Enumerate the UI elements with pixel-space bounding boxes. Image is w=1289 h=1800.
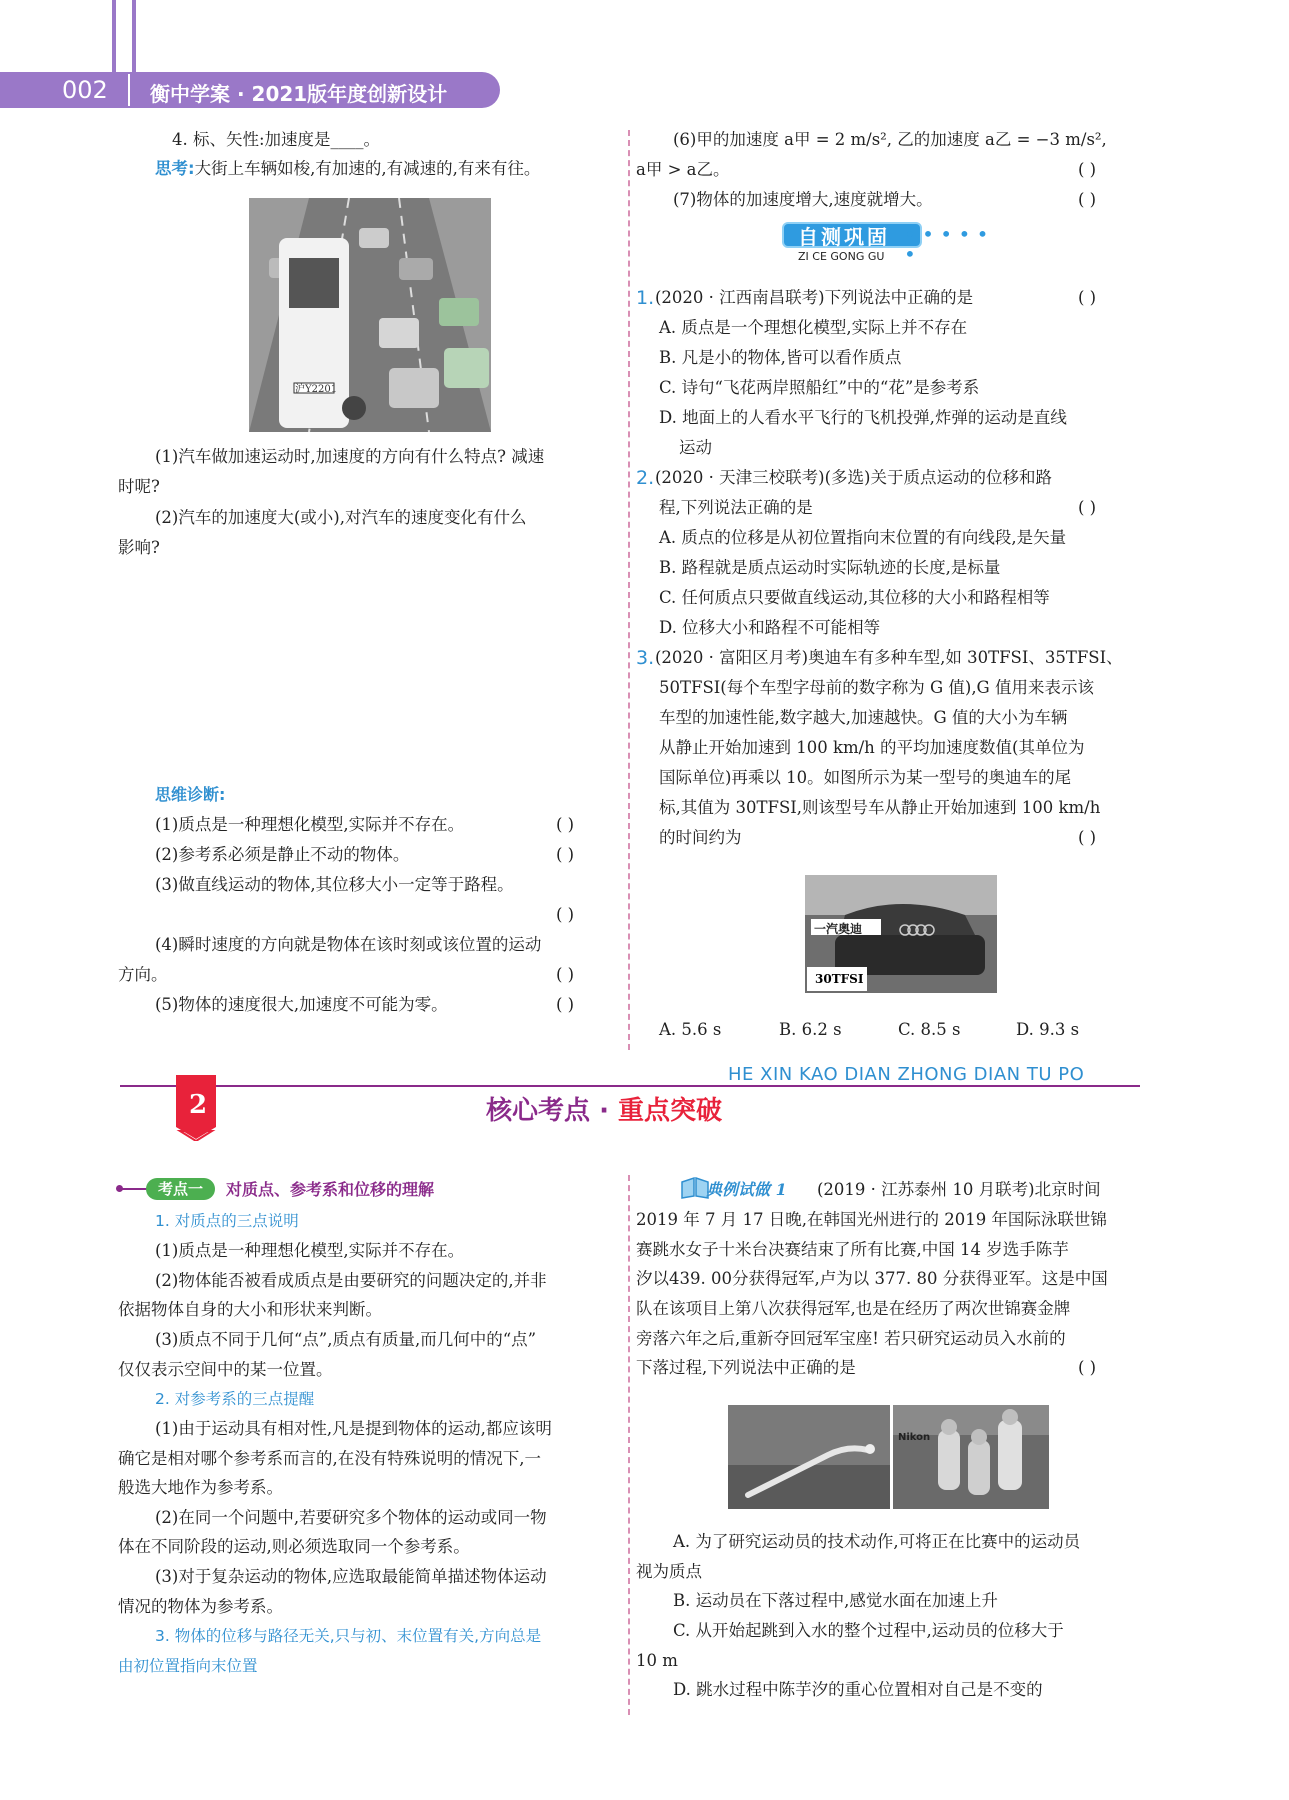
reminder-2-line1: (2)在同一个问题中,若要研究多个物体的运动或同一物 [155, 1508, 547, 1527]
bus-plate: 沪Y2201 [295, 384, 338, 395]
reminder-1-line2: 确它是相对哪个参考系而言的,在没有特殊说明的情况下,一 [118, 1449, 541, 1468]
example-line1: (2019 · 江苏泰州 10 月联考)北京时间 [817, 1180, 1101, 1199]
diag-1: (1)质点是一种理想化模型,实际并不存在。 [155, 815, 465, 834]
answer-paren: ( ) [556, 965, 575, 984]
reminder-1-line1: (1)由于运动具有相对性,凡是提到物体的运动,都应该明 [155, 1419, 552, 1438]
think-label: 思考: [155, 159, 195, 178]
heading-3-line2: 由初位置指向末位置 [118, 1657, 258, 1675]
example-line5: 队在该项目上第八次获得冠军,也是在经历了两次世锦赛金牌 [636, 1299, 1071, 1318]
example-line2: 2019 年 7 月 17 日晚,在韩国光州进行的 2019 年国际泳联世锦 [636, 1210, 1107, 1229]
q3-option-b: B. 6.2 s [779, 1020, 842, 1039]
example-label: 典例试做 1 [706, 1180, 787, 1199]
badge-pinyin: ZI CE GONG GU [798, 250, 885, 263]
diag-5: (5)物体的速度很大,加速度不可能为零。 [155, 995, 448, 1014]
header-divider [128, 74, 130, 106]
q1-option-c: C. 诗句“飞花两岸照船红”中的“花”是参考系 [659, 378, 980, 397]
column-divider-bottom [628, 1175, 630, 1715]
q1-stem: (2020 · 江西南昌联考)下列说法中正确的是 [655, 288, 974, 307]
heading-3-line1: 3. 物体的位移与路径无关,只与初、末位置有关,方向总是 [155, 1627, 542, 1645]
item-6-line2: a甲 > a乙。 [636, 160, 730, 179]
answer-paren: ( ) [556, 815, 575, 834]
example-line7: 下落过程,下列说法中正确的是 [636, 1358, 856, 1377]
heading-2: 2. 对参考系的三点提醒 [155, 1390, 315, 1408]
answer-paren: ( ) [556, 845, 575, 864]
q1-option-d2: 运动 [679, 438, 712, 457]
q1-line2: 时呢? [118, 477, 160, 496]
q2-stem1: (2020 · 天津三校联考)(多选)关于质点运动的位移和路 [655, 468, 1052, 487]
example-option-d: D. 跳水过程中陈芋汐的重心位置相对自己是不变的 [673, 1680, 1043, 1699]
para-3-line1: (3)质点不同于几何“点”,质点有质量,而几何中的“点” [155, 1330, 537, 1349]
badge-dots: • • • • • • [904, 222, 989, 266]
diag-3: (3)做直线运动的物体,其位移大小一定等于路程。 [155, 875, 514, 894]
medalists-photo [893, 1405, 1049, 1509]
car-label: 30TFSI [815, 972, 864, 986]
badge-title: 自测巩固 [782, 222, 922, 248]
q2-line1: (2)汽车的加速度大(或小),对汽车的速度变化有什么 [155, 508, 527, 527]
q3-line2: 50TFSI(每个车型字母前的数字称为 G 值),G 值用来表示该 [659, 678, 1094, 697]
q1-option-d1: D. 地面上的人看水平飞行的飞机投弹,炸弹的运动是直线 [659, 408, 1067, 427]
q3-line3: 车型的加速性能,数字越大,加速越快。G 值的大小为车辆 [659, 708, 1068, 727]
item-4: 4. 标、矢性:加速度是____。 [172, 130, 381, 149]
answer-paren: ( ) [1078, 190, 1097, 209]
answer-paren: ( ) [1078, 288, 1097, 307]
q2-option-b: B. 路程就是质点运动时实际轨迹的长度,是标量 [659, 558, 1001, 577]
reminder-3-line1: (3)对于复杂运动的物体,应选取最能简单描述物体运动 [155, 1567, 547, 1586]
think-text: 大街上车辆如梭,有加速的,有减速的,有来有往。 [194, 159, 541, 178]
diag-4-line1: (4)瞬时速度的方向就是物体在该时刻或该位置的运动 [155, 935, 542, 954]
section-title [486, 1090, 722, 1127]
section-title-dot: · [599, 1096, 609, 1126]
item-6-line1: (6)甲的加速度 a甲 = 2 m/s², 乙的加速度 a乙 = −3 m/s², [673, 130, 1107, 149]
page-number: 002 [62, 76, 108, 104]
example-option-c1: C. 从开始起跳到入水的整个过程中,运动员的位移大于 [673, 1621, 1064, 1640]
answer-paren: ( ) [1078, 828, 1097, 847]
section-rule [120, 1085, 1140, 1087]
topic-title: 对质点、参考系和位移的理解 [226, 1180, 435, 1199]
topic-tag: 考点一 [146, 1178, 215, 1200]
para-2-line2: 依据物体自身的大小和形状来判断。 [118, 1300, 382, 1319]
q3-line6: 标,其值为 30TFSI,则该型号车从静止开始加速到 100 km/h [659, 798, 1101, 817]
diver-photo [728, 1405, 890, 1509]
q2-option-c: C. 任何质点只要做直线运动,其位移的大小和路程相等 [659, 588, 1050, 607]
traffic-photo [249, 198, 491, 432]
q3-line4: 从静止开始加速到 100 km/h 的平均加速度数值(其单位为 [659, 738, 1085, 757]
example-option-c2: 10 m [636, 1651, 678, 1670]
q2-number: 2. [636, 467, 655, 489]
diag-title: 思维诊断: [155, 785, 226, 804]
q1-line1: (1)汽车做加速运动时,加速度的方向有什么特点? 减速 [155, 447, 545, 466]
q3-line7: 的时间约为 [659, 828, 742, 847]
reminder-1-line3: 般选大地作为参考系。 [118, 1478, 283, 1497]
answer-paren: ( ) [1078, 160, 1097, 179]
q2-option-d: D. 位移大小和路程不可能相等 [659, 618, 881, 637]
heading-1: 1. 对质点的三点说明 [155, 1212, 299, 1230]
section-title-a: 核心考点 [486, 1096, 591, 1126]
q1-number: 1. [636, 287, 655, 309]
topic-tag-dot [116, 1185, 123, 1192]
diag-4-line2: 方向。 [118, 965, 168, 984]
q2-stem2: 程,下列说法正确的是 [659, 498, 813, 517]
para-2-line1: (2)物体能否被看成质点是由要研究的问题决定的,并非 [155, 1271, 547, 1290]
q2-line2: 影响? [118, 538, 160, 557]
self-test-badge [782, 222, 996, 268]
q3-option-d: D. 9.3 s [1016, 1020, 1080, 1039]
answer-paren: ( ) [556, 905, 575, 924]
example-line4: 汐以439. 00分获得冠军,卢为以 377. 80 分获得亚军。这是中国 [636, 1269, 1108, 1288]
para-1: (1)质点是一种理想化模型,实际并不存在。 [155, 1241, 465, 1260]
diag-2: (2)参考系必须是静止不动的物体。 [155, 845, 410, 864]
section-title-b: 重点突破 [618, 1096, 723, 1126]
answer-paren: ( ) [1078, 1358, 1097, 1377]
q3-option-c: C. 8.5 s [898, 1020, 961, 1039]
reminder-3-line2: 情况的物体为参考系。 [118, 1597, 283, 1616]
reminder-2-line2: 体在不同阶段的运动,则必须选取同一个参考系。 [118, 1537, 470, 1556]
q3-number: 3. [636, 647, 655, 669]
header-title: 衡中学案 · 2021版年度创新设计 [150, 82, 448, 106]
example-line3: 赛跳水女子十米台决赛结束了所有比赛,中国 14 岁选手陈芋 [636, 1240, 1069, 1259]
q2-option-a: A. 质点的位移是从初位置指向末位置的有向线段,是矢量 [659, 528, 1067, 547]
answer-paren: ( ) [1078, 498, 1097, 517]
q3-option-a: A. 5.6 s [659, 1020, 722, 1039]
q3-line5: 国际单位)再乘以 10。如图所示为某一型号的奥迪车的尾 [659, 768, 1072, 787]
section-number: 2 [189, 1090, 208, 1120]
item-7: (7)物体的加速度增大,速度就增大。 [673, 190, 933, 209]
car-plate-text: 一汽奥迪 [814, 922, 863, 936]
example-option-b: B. 运动员在下落过程中,感觉水面在加速上升 [673, 1591, 998, 1610]
example-line6: 旁落六年之后,重新夺回冠军宝座! 若只研究运动员入水前的 [636, 1329, 1066, 1348]
example-option-a2: 视为质点 [636, 1562, 702, 1581]
column-divider-top [628, 130, 630, 1050]
para-3-line2: 仅仅表示空间中的某一位置。 [118, 1360, 333, 1379]
q3-line1: (2020 · 富阳区月考)奥迪车有多种车型,如 30TFSI、35TFSI、 [655, 648, 1123, 667]
q1-option-b: B. 凡是小的物体,皆可以看作质点 [659, 348, 902, 367]
section-pinyin: HE XIN KAO DIAN ZHONG DIAN TU PO [728, 1064, 1085, 1085]
answer-paren: ( ) [556, 995, 575, 1014]
think-line [155, 159, 540, 179]
example-option-a1: A. 为了研究运动员的技术动作,可将正在比赛中的运动员 [673, 1532, 1081, 1551]
sponsor-text: Nikon [898, 1432, 931, 1443]
q1-option-a: A. 质点是一个理想化模型,实际上并不存在 [659, 318, 968, 337]
